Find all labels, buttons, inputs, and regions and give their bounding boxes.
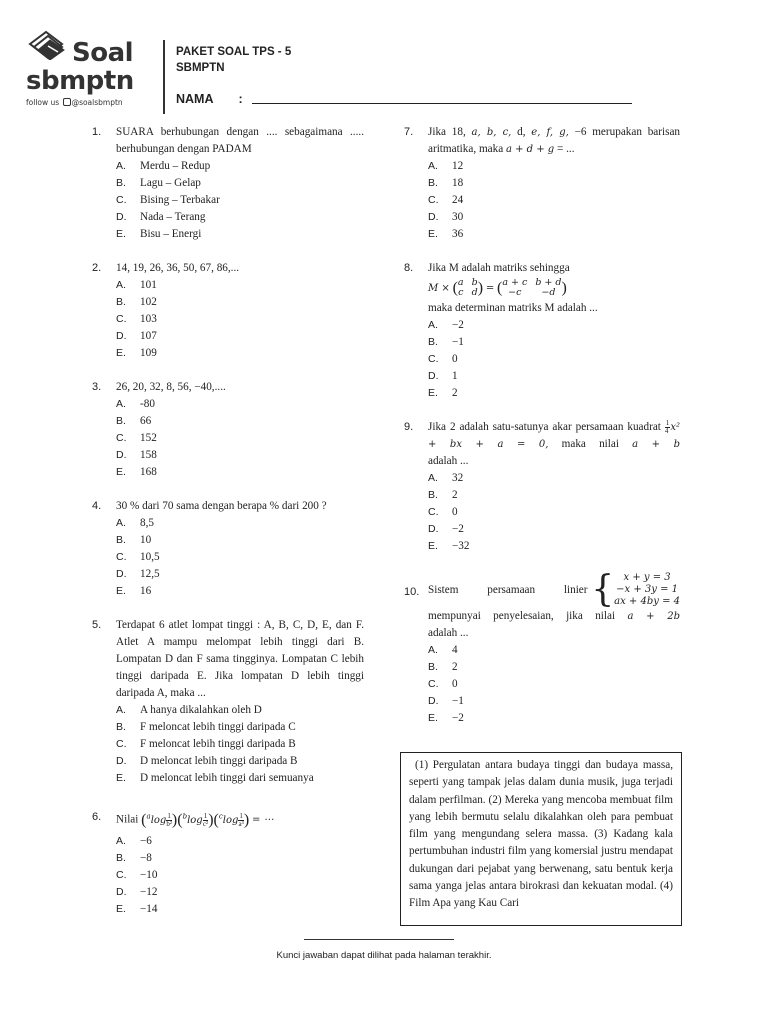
answer-option	[116, 396, 364, 413]
option-letter: C.	[116, 432, 127, 444]
system-equation: ax + 4by = 4	[614, 596, 680, 607]
option-letter: A.	[116, 834, 126, 847]
option-text: Bisu – Energi	[140, 228, 202, 240]
option-text: Bising – Terbakar	[140, 194, 220, 206]
answer-option	[116, 175, 364, 192]
paket-title: PAKET SOAL TPS - 5	[176, 46, 292, 58]
question-9	[404, 419, 680, 555]
options-list	[116, 702, 364, 787]
question-number: 3.	[92, 381, 102, 393]
option-letter: E.	[116, 902, 126, 915]
option-letter: C.	[116, 194, 127, 206]
option-text: −2	[452, 712, 464, 724]
option-letter: E.	[428, 228, 438, 240]
options-list	[116, 158, 364, 243]
option-letter: E.	[428, 540, 438, 552]
option-text: 12,5	[140, 568, 160, 580]
stem-text: maka nilai	[561, 438, 619, 450]
answer-option	[116, 311, 364, 328]
option-letter: E.	[116, 772, 126, 784]
options-list	[116, 396, 364, 481]
answer-option	[116, 277, 364, 294]
answer-option	[116, 430, 364, 447]
answer-option	[116, 447, 364, 464]
matrix-entry: b + d	[535, 277, 562, 289]
option-letter: B.	[116, 177, 126, 189]
option-text: −8	[140, 851, 152, 864]
question-6	[92, 804, 364, 918]
option-letter: E.	[116, 466, 126, 478]
social-follow	[26, 98, 123, 107]
question-number: 5.	[92, 619, 102, 631]
fraction-denominator: 4	[664, 426, 669, 435]
answer-option	[116, 413, 364, 430]
answer-option	[428, 334, 680, 351]
option-text: 152	[140, 432, 157, 444]
option-text: 16	[140, 585, 152, 597]
stem-text: Jika 2 adalah satu-satunya akar persamaan kuadrat	[428, 421, 661, 433]
log-term: ($^a$log $\frac{1}{\text{b²}}$ )	[141, 811, 178, 829]
option-text: Lagu – Gelap	[140, 177, 201, 189]
question-1	[92, 124, 364, 243]
option-letter: B.	[116, 415, 126, 427]
option-letter: D.	[116, 755, 127, 767]
option-text: 2	[452, 489, 458, 501]
answer-option	[428, 521, 680, 538]
option-text: −2	[452, 523, 464, 535]
answer-option	[116, 345, 364, 362]
question-stem	[428, 569, 680, 610]
options-list	[428, 158, 680, 243]
option-letter: D.	[116, 330, 127, 342]
answer-option	[428, 487, 680, 504]
answer-option	[428, 385, 680, 402]
answer-option	[116, 549, 364, 566]
follow-label: follow us	[26, 98, 60, 107]
exam-name: SBMPTN	[176, 62, 225, 74]
option-letter: B.	[116, 296, 126, 308]
answer-option	[428, 693, 680, 710]
log-term: ($^c$log $\frac{1}{\text{a³}}$ )	[213, 811, 250, 829]
question-number: 10.	[404, 586, 420, 598]
options-list	[116, 277, 364, 362]
option-text: 0	[452, 506, 458, 518]
answer-option	[116, 328, 364, 345]
stem-text: mempunyai penyelesaian, jika nilai	[428, 610, 616, 622]
answer-option	[116, 158, 364, 175]
stem-text: −6 merupakan barisan aritmatika, maka	[428, 126, 681, 155]
stem-text: Jika M adalah matriks sehingga	[428, 262, 570, 274]
options-list	[116, 833, 364, 918]
system-brace: {	[591, 569, 615, 610]
option-text: 2	[452, 387, 458, 399]
option-letter: C.	[116, 551, 127, 563]
package-title	[176, 44, 291, 76]
soal-sbmptn-logo	[24, 28, 154, 112]
matrix-lhs: M ×	[428, 283, 450, 294]
option-text: F meloncat lebih tinggi daripada B	[140, 738, 296, 750]
option-text: 1	[452, 370, 458, 382]
instagram-icon	[63, 98, 71, 106]
matrix-entry: d	[471, 287, 478, 299]
question-stem: 26, 20, 32, 8, 56, −40,....	[116, 381, 226, 393]
option-text: −2	[452, 319, 464, 331]
option-text: 101	[140, 279, 157, 291]
option-letter: B.	[116, 721, 126, 733]
option-letter: A.	[116, 398, 126, 410]
option-letter: C.	[428, 506, 439, 518]
stem-prefix: Nilai	[116, 813, 139, 826]
answer-option	[428, 317, 680, 334]
options-list	[428, 317, 680, 402]
stem-expression: x² + bx + a = 0,	[428, 422, 681, 450]
answer-option	[428, 158, 680, 175]
matrix-entry: b	[471, 277, 478, 289]
option-text: 107	[140, 330, 157, 342]
option-letter: A.	[116, 704, 126, 716]
option-letter: B.	[116, 851, 126, 864]
option-letter: D.	[116, 568, 127, 580]
option-letter: C.	[116, 738, 127, 750]
option-text: Nada – Terang	[140, 211, 206, 223]
option-letter: A.	[116, 160, 126, 172]
question-2	[92, 260, 364, 362]
option-letter: D.	[428, 523, 439, 535]
answer-option	[116, 770, 364, 787]
question-stem	[428, 124, 680, 158]
social-handle: @soalsbmptn	[71, 98, 123, 107]
answer-option	[116, 192, 364, 209]
log-term: ($^b$log $\frac{1}{\text{c²}}$ )	[177, 811, 214, 829]
matrix-equation: M × ( a b c d ) = ( a + c b + d −c −d )	[428, 277, 567, 299]
answer-option	[116, 719, 364, 736]
system-equation: −x + 3y = 1	[616, 584, 678, 595]
option-letter: D.	[428, 211, 439, 223]
options-list	[428, 470, 680, 555]
option-letter: E.	[116, 228, 126, 240]
question-stem	[428, 419, 680, 453]
answer-option	[428, 659, 680, 676]
option-letter: C.	[428, 678, 439, 690]
option-text: 24	[452, 194, 464, 206]
question-number: 7.	[404, 126, 414, 138]
answer-option	[428, 676, 680, 693]
answer-option	[428, 642, 680, 659]
left-column	[92, 124, 364, 935]
question-stem: SUARA berhubungan dengan .... sebagaimana ..... berhubungan dengan PADAM	[116, 126, 364, 155]
name-colon: :	[238, 92, 243, 106]
option-text: 8,5	[140, 517, 154, 529]
stem-text: adalah ...	[428, 627, 469, 639]
answer-option	[116, 867, 364, 884]
question-7	[404, 124, 680, 243]
option-text: D meloncat lebih tinggi dari semuanya	[140, 772, 314, 784]
passage-text: (1) Pergulatan antara budaya tinggi dan budaya massa, seperti yang tampak jelas dalam dunia musik, juga terjadi dalam perfilman. (2) Mereka yang mencoba membuat film yang lebih bermutu selalu dikalahkan oleh para pembuat film yang mengundang selera massa. (3) Kadang kala pertumbuhan industri film yang komersial justru mendapat dukungan dari pejabat yang berwenang, satu bentuk kerja sama yanga jelas antara birokrasi dan kekuatan modal. (4) Film Apa yang Kau Cari	[409, 759, 673, 910]
matrix-entry: a + c	[502, 277, 528, 289]
stacked-papers-icon	[28, 30, 72, 60]
question-10	[404, 569, 680, 727]
option-text: 168	[140, 466, 157, 478]
fraction-numerator: 1	[665, 418, 670, 427]
logo-word-soal: Soal	[72, 38, 134, 68]
option-text: 4	[452, 644, 458, 656]
answer-option	[428, 368, 680, 385]
option-letter: A.	[116, 279, 126, 291]
option-text: D meloncat lebih tinggi daripada B	[140, 755, 298, 767]
question-5	[92, 617, 364, 787]
option-letter: B.	[116, 534, 126, 546]
option-letter: B.	[428, 177, 438, 189]
stem-text: Sistem persamaan linier	[428, 583, 588, 596]
answer-option	[116, 583, 364, 600]
option-letter: E.	[428, 712, 438, 724]
logo-word-sbmptn: sbmptn	[26, 66, 134, 96]
question-stem: Terdapat 6 atlet lompat tinggi : A, B, C, D, E, dan F. Atlet A mampu melompat lebih tinggi dari B. Lompatan D dan F sama tingginya. Lompatan C lebih tinggi daripada E. Jika lompatan D lebih tinggi daripada A, maka ...	[116, 619, 364, 699]
stem-vars: e, f, g,	[531, 127, 569, 138]
answer-option	[428, 226, 680, 243]
question-number: 4.	[92, 500, 102, 512]
option-text: 12	[452, 160, 464, 172]
option-text: F meloncat lebih tinggi daripada C	[140, 721, 296, 733]
matrix-entry: −d	[541, 287, 556, 299]
option-letter: A.	[428, 319, 438, 331]
answer-option	[428, 192, 680, 209]
equals-sign: =	[485, 283, 495, 294]
question-stem: 14, 19, 26, 36, 50, 67, 86,...	[116, 262, 240, 274]
option-text: −6	[140, 834, 152, 847]
answer-option	[428, 351, 680, 368]
right-column	[404, 124, 680, 744]
question-number: 6.	[92, 811, 102, 823]
footer-note: Kunci jawaban dapat dilihat pada halaman terakhir.	[276, 950, 492, 961]
stem-expression: a + b	[632, 439, 681, 450]
question-4	[92, 498, 364, 600]
option-text: Merdu – Redup	[140, 160, 211, 172]
stem-suffix: = ⋯	[252, 814, 274, 826]
option-text: 10	[140, 534, 152, 546]
option-text: −12	[140, 885, 158, 898]
option-text: 103	[140, 313, 157, 325]
question-stem	[428, 260, 680, 317]
stem-vars: a, b, c,	[471, 127, 512, 138]
answer-option	[428, 710, 680, 727]
option-letter: C.	[116, 868, 127, 881]
matrix-entry: a	[457, 277, 464, 289]
option-letter: C.	[428, 194, 439, 206]
answer-option	[116, 294, 364, 311]
option-letter: E.	[116, 347, 126, 359]
option-letter: E.	[116, 585, 126, 597]
question-stem: 30 % dari 70 sama dengan berapa % dari 200 ?	[116, 500, 327, 512]
answer-option	[116, 901, 364, 918]
question-8	[404, 260, 680, 402]
option-text: 30	[452, 211, 464, 223]
answer-option	[116, 566, 364, 583]
option-text: -80	[140, 398, 155, 410]
answer-option	[428, 209, 680, 226]
stem-expression: a + 2b	[627, 611, 680, 622]
option-letter: D.	[116, 211, 127, 223]
option-text: 0	[452, 678, 458, 690]
option-letter: B.	[428, 661, 438, 673]
option-text: 10,5	[140, 551, 160, 563]
question-number: 9.	[404, 421, 414, 433]
answer-option	[428, 538, 680, 555]
question-number: 8.	[404, 262, 414, 274]
option-text: 32	[452, 472, 464, 484]
system-equation: x + y = 3	[623, 572, 671, 583]
answer-option	[428, 175, 680, 192]
stem-text: Jika 18,	[428, 126, 472, 138]
header-divider	[163, 40, 165, 114]
option-text: 2	[452, 661, 458, 673]
answer-option	[428, 504, 680, 521]
answer-option	[428, 470, 680, 487]
option-text: −32	[452, 540, 470, 552]
option-letter: D.	[116, 449, 127, 461]
option-letter: B.	[428, 336, 438, 348]
stem-text: maka determinan matriks M adalah ...	[428, 302, 598, 314]
option-text: A hanya dikalahkan oleh D	[140, 704, 262, 716]
option-text: 109	[140, 347, 157, 359]
option-letter: C.	[428, 353, 439, 365]
stem-text: adalah ...	[428, 455, 469, 467]
question-number: 1.	[92, 126, 102, 138]
answer-option	[116, 464, 364, 481]
question-stem-continued	[428, 608, 680, 625]
matrix-entry: −c	[508, 287, 522, 299]
matrix-right	[502, 278, 561, 298]
name-field	[176, 92, 632, 106]
answer-option	[116, 209, 364, 226]
page-header	[0, 0, 768, 120]
answer-option	[116, 850, 364, 867]
equation-system	[614, 572, 680, 608]
name-label: NAMA	[176, 92, 214, 106]
option-text: 0	[452, 353, 458, 365]
option-text: −10	[140, 868, 158, 881]
answer-option	[116, 753, 364, 770]
answer-option	[116, 702, 364, 719]
answer-option	[116, 515, 364, 532]
option-letter: D.	[428, 370, 439, 382]
question-number: 2.	[92, 262, 102, 274]
answer-option	[116, 833, 364, 850]
question-3	[92, 379, 364, 481]
option-letter: D.	[428, 695, 439, 707]
option-text: −14	[140, 902, 158, 915]
answer-option	[116, 736, 364, 753]
matrix-left	[458, 278, 478, 298]
answer-option	[116, 884, 364, 901]
reading-passage-box	[400, 752, 682, 926]
footer-divider	[304, 939, 454, 940]
option-letter: A.	[428, 160, 438, 172]
stem-text: = ...	[554, 143, 575, 155]
options-list	[116, 515, 364, 600]
option-letter: E.	[428, 387, 438, 399]
option-letter: C.	[116, 313, 127, 325]
option-text: −1	[452, 695, 464, 707]
option-text: 66	[140, 415, 152, 427]
matrix-entry: c	[458, 287, 464, 299]
option-text: 102	[140, 296, 157, 308]
option-text: 36	[452, 228, 464, 240]
option-letter: A.	[428, 472, 438, 484]
log-expression	[141, 811, 250, 829]
option-text: 158	[140, 449, 157, 461]
option-letter: A.	[428, 644, 438, 656]
option-text: −1	[452, 336, 464, 348]
stem-expression: a + d + g	[505, 144, 555, 155]
option-letter: A.	[116, 517, 126, 529]
option-text: 18	[452, 177, 464, 189]
option-letter: B.	[428, 489, 438, 501]
options-list	[428, 642, 680, 727]
answer-option	[116, 532, 364, 549]
question-stem	[116, 804, 364, 833]
answer-option	[116, 226, 364, 243]
name-blank-line	[252, 92, 632, 104]
option-letter: D.	[116, 885, 127, 898]
stem-text: d,	[511, 126, 532, 138]
